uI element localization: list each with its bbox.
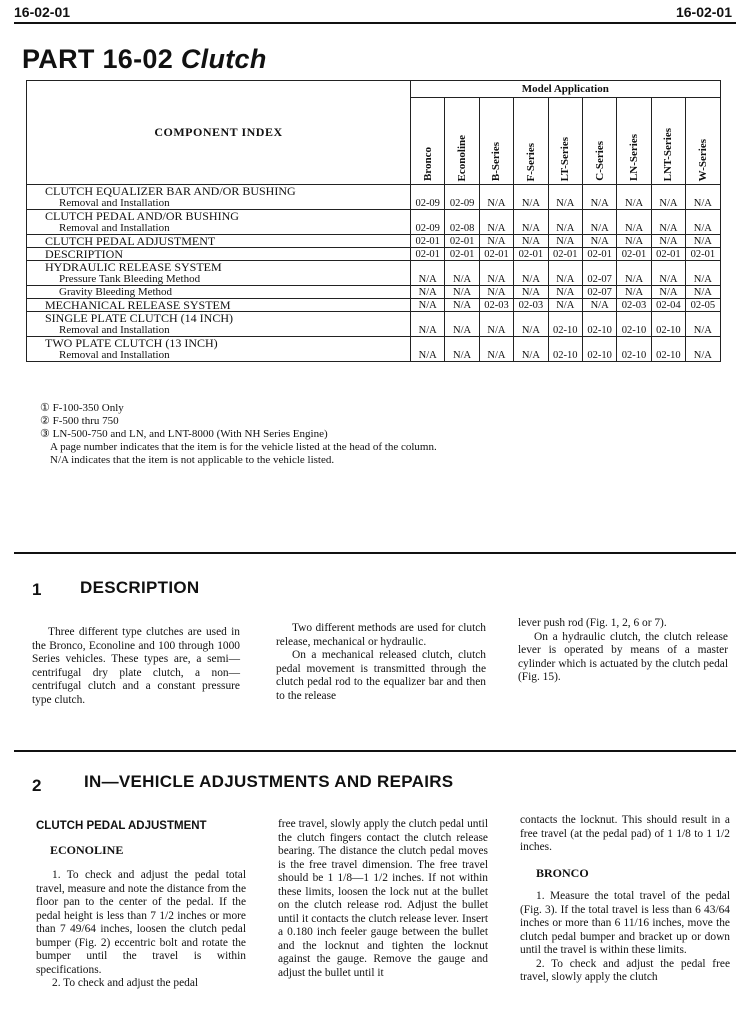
page-ref-cell: 02-08 [445,210,479,235]
section-title: DESCRIPTION [80,578,200,597]
component-name: CLUTCH EQUALIZER BAR AND/OR BUSHING [45,184,296,198]
section1-column2 [276,622,486,703]
table-row [27,235,721,248]
page-ref-cell: N/A [548,261,582,286]
page-ref-cell: N/A [411,312,445,337]
page-ref-cell: N/A [514,261,548,286]
page-ref-cell: 02-03 [617,299,651,312]
paragraph: contacts the locknut. This should result in a free travel (at the pedal pad) of 1 1/8 to 1 1/2 inches. [520,814,730,853]
column-header: W-Series [686,98,720,185]
table-row [27,261,721,286]
column-header: F-Series [514,98,548,185]
page-ref-cell: N/A [651,261,685,286]
page-ref-cell: N/A [651,235,685,248]
page-ref-cell: 02-03 [514,299,548,312]
page-ref-cell: N/A [617,185,651,210]
paragraph: 1. Measure the total travel of the pedal (Fig. 3). If the total travel is less than 6 43/64 inches or more than 6 11/16 inches, move the clutch pedal bumper and bracket up or down until the travel is within these limits. [520,890,730,956]
model-application-header: Model Application [411,81,721,98]
page-ref-cell: 02-10 [651,312,685,337]
page-ref-cell: 02-10 [548,337,582,362]
component-subitem: Removal and Installation [59,349,170,361]
page-ref-cell: N/A [548,299,582,312]
page-ref-cell: 02-03 [479,299,513,312]
table-row [27,299,721,312]
column-header: Bronco [411,98,445,185]
part-name: Clutch [180,44,267,74]
component-subitem: Removal and Installation [59,197,170,209]
page-ref-cell: N/A [411,299,445,312]
page-ref-cell: N/A [651,185,685,210]
component-name: DESCRIPTION [45,247,124,261]
page-ref-cell: N/A [651,286,685,299]
page-ref-cell: N/A [617,210,651,235]
page-ref-cell: N/A [479,312,513,337]
page-ref-cell: N/A [651,210,685,235]
page-ref-cell: N/A [445,286,479,299]
section1-column1 [32,626,240,707]
section-title: IN—VEHICLE ADJUSTMENTS AND REPAIRS [84,772,454,791]
paragraph: lever push rod (Fig. 1, 2, 6 or 7). [518,617,667,629]
page-ref-cell: N/A [582,210,616,235]
footnote: N/A indicates that the item is not applicable to the vehicle listed. [50,454,335,466]
table-footnotes [40,402,437,467]
page-ref-cell: N/A [445,337,479,362]
page-ref-cell: N/A [686,261,720,286]
page-ref-cell: 02-10 [617,337,651,362]
section-rule [14,750,736,752]
component-name-cell [27,185,411,210]
paragraph: 2. To check and adjust the pedal free travel, slowly apply the clutch [520,957,730,983]
page-ref-cell: N/A [479,261,513,286]
page-code-left: 16-02-01 [14,4,71,20]
paragraph: Two different methods are used for clutch release, mechanical or hydraulic. [276,622,486,648]
component-name-cell [27,312,411,337]
component-index-title: COMPONENT INDEX [27,81,411,185]
section1-column3 [518,617,728,685]
column-header: LT-Series [548,98,582,185]
component-subitem: Pressure Tank Bleeding Method [59,273,201,285]
page-ref-cell: N/A [582,185,616,210]
page-ref-cell: 02-01 [617,248,651,261]
section2-column3 [520,814,730,985]
table-row [27,337,721,362]
page-ref-cell: N/A [479,337,513,362]
page-ref-cell: 02-09 [445,185,479,210]
component-name-cell [27,248,411,261]
component-name-cell [27,299,411,312]
page-ref-cell: 02-07 [582,286,616,299]
page-ref-cell: N/A [514,286,548,299]
page-ref-cell: 02-01 [445,235,479,248]
page-ref-cell: 02-09 [411,185,445,210]
table-row [27,312,721,337]
component-name: CLUTCH PEDAL ADJUSTMENT [45,234,216,248]
page-ref-cell: 02-10 [548,312,582,337]
page-ref-cell: N/A [445,261,479,286]
page-ref-cell: 02-05 [686,299,720,312]
page-ref-cell: N/A [479,210,513,235]
paragraph: Three different type clutches are used in the Bronco, Econoline and 100 through 1000 Series vehicles. These types are, a semi—centrifugal dry plate clutch, a non—centrifugal clutch and a constant pressure type clutch. [32,626,240,706]
page-ref-cell: N/A [686,210,720,235]
subsection-heading: CLUTCH PEDAL ADJUSTMENT [36,820,207,832]
part-title [22,44,267,75]
footnote: ③ LN-500-750 and LN, and LNT-8000 (With NH Series Engine) [40,428,328,440]
paragraph: 2. To check and adjust the pedal [52,977,199,989]
component-name-cell [27,210,411,235]
page-ref-cell: N/A [479,235,513,248]
page-ref-cell: 02-01 [445,248,479,261]
column-header: LNT-Series [651,98,685,185]
column-header: Econoline [445,98,479,185]
footnote: ② F-500 thru 750 [40,415,119,427]
footnote: A page number indicates that the item is for the vehicle listed at the head of the column. [50,441,437,453]
table-row [27,286,721,299]
page-ref-cell: N/A [411,286,445,299]
page-ref-cell: N/A [686,312,720,337]
component-subitem: Removal and Installation [59,324,170,336]
paragraph: free travel, slowly apply the clutch pedal until the clutch fingers contact the clutch release bearing. The distance the clutch pedal moves is the free travel dimension. The free travel should be 1 1/8—1 1/2 inches. If not within these limits, loosen the lock nut at the bullet on the clutch release rod. Adjust the bullet until it contacts the clutch release lever. Insert a 0.180 inch feeler gauge between the bullet and the locknut and tighten the locknut against the gauge. Remove the gauge and adjust the bullet until it [278,818,488,979]
column-header: B-Series [479,98,513,185]
page-ref-cell: N/A [548,235,582,248]
part-number: PART 16-02 [22,44,174,74]
page-ref-cell: N/A [514,337,548,362]
table-row [27,248,721,261]
table-row [27,185,721,210]
page-code-right: 16-02-01 [675,4,732,20]
component-name: TWO PLATE CLUTCH (13 INCH) [45,336,218,350]
component-name: SINGLE PLATE CLUTCH (14 INCH) [45,311,233,325]
header-rule [14,22,736,24]
page-ref-cell: N/A [582,299,616,312]
section-number: 2 [32,776,42,795]
page-ref-cell: N/A [686,337,720,362]
page-ref-cell: 02-01 [411,248,445,261]
page-ref-cell: 02-01 [686,248,720,261]
page-ref-cell: N/A [617,261,651,286]
component-subitem: Removal and Installation [59,222,170,234]
page-ref-cell: 02-10 [582,312,616,337]
column-header: C-Series [582,98,616,185]
page-ref-cell: N/A [445,312,479,337]
component-index-table [26,80,721,362]
subsection-subheading: ECONOLINE [50,842,124,857]
page-ref-cell: 02-01 [651,248,685,261]
page-ref-cell: 02-01 [582,248,616,261]
component-subitem: Gravity Bleeding Method [59,286,173,298]
component-name: MECHANICAL RELEASE SYSTEM [45,298,231,312]
section2-column1 [36,820,246,991]
paragraph: On a hydraulic clutch, the clutch release lever is operated by means of a master cylinder which is actuated by the clutch pedal (Fig. 15). [518,630,728,683]
section-rule [14,552,736,554]
component-name-cell [27,261,411,286]
subsection-subheading: BRONCO [536,865,589,880]
page-ref-cell: N/A [411,261,445,286]
section-number: 1 [32,580,42,599]
column-header: LN-Series [617,98,651,185]
page-ref-cell: N/A [582,235,616,248]
paragraph: 1. To check and adjust the pedal total travel, measure and note the distance from the floor pan to the center of the pedal. If the pedal height is less than 7 1/2 inches or more than 7 49/64 inches, loosen the clutch pedal bumper (Fig. 2) eccentric bolt and rotate the bumper until the travel is within specifications. [36,869,247,976]
paragraph: On a mechanical released clutch, clutch pedal movement is transmitted through the clutch pedal rod to the equalizer bar and then to the release [276,649,486,702]
table-row [27,210,721,235]
page-ref-cell: 02-01 [479,248,513,261]
page-ref-cell: 02-01 [411,235,445,248]
page-ref-cell: 02-04 [651,299,685,312]
page-ref-cell: N/A [617,235,651,248]
page-ref-cell: N/A [617,286,651,299]
page-ref-cell: N/A [548,185,582,210]
page-ref-cell: N/A [514,210,548,235]
page-ref-cell: N/A [445,299,479,312]
page-ref-cell: 02-10 [617,312,651,337]
page-ref-cell: N/A [479,185,513,210]
section2-column2 [278,818,488,980]
page-ref-cell: N/A [514,185,548,210]
page-ref-cell: N/A [548,210,582,235]
page-ref-cell: N/A [514,235,548,248]
page-ref-cell: N/A [514,312,548,337]
page-ref-cell: 02-10 [651,337,685,362]
page-ref-cell: 02-07 [582,261,616,286]
component-name-cell [27,337,411,362]
page-ref-cell: N/A [686,185,720,210]
page-ref-cell: 02-01 [548,248,582,261]
page-ref-cell: N/A [411,337,445,362]
page-ref-cell: N/A [548,286,582,299]
page-ref-cell: N/A [686,286,720,299]
page-ref-cell: 02-01 [514,248,548,261]
page-ref-cell: 02-09 [411,210,445,235]
component-name-cell [27,286,411,299]
component-name: CLUTCH PEDAL AND/OR BUSHING [45,209,239,223]
page-ref-cell: N/A [479,286,513,299]
component-name: HYDRAULIC RELEASE SYSTEM [45,260,222,274]
page-ref-cell: 02-10 [582,337,616,362]
footnote: ① F-100-350 Only [40,402,124,414]
page-ref-cell: N/A [686,235,720,248]
component-name-cell [27,235,411,248]
